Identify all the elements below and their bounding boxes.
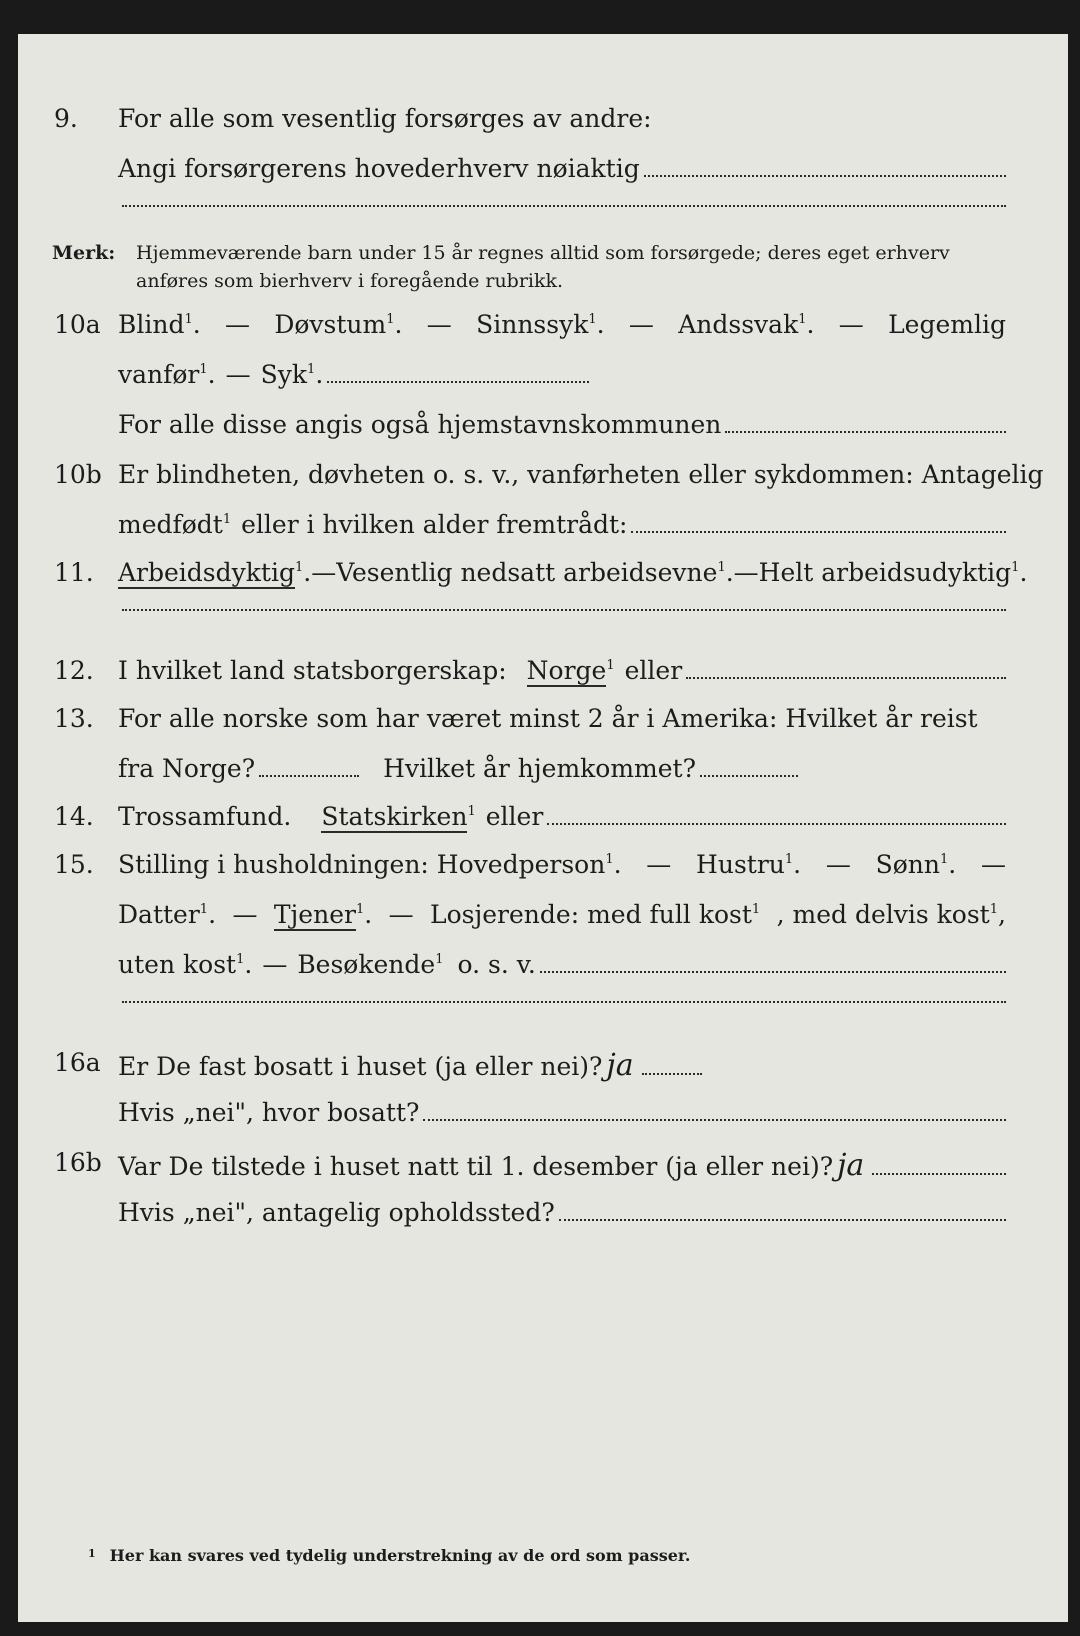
answer-field[interactable] <box>700 774 798 777</box>
dash: — <box>262 950 288 979</box>
handwritten-answer[interactable]: ja <box>606 1048 634 1083</box>
question-text: Var De tilstede i huset natt til 1. desember (ja eller nei)? <box>118 1152 834 1181</box>
question-text: eller <box>624 656 683 685</box>
question-number: 15. <box>54 850 94 879</box>
dash: — <box>733 558 759 587</box>
question-text: fra Norge? <box>118 754 256 783</box>
option[interactable]: vanfør$^1$. <box>118 360 216 389</box>
answer-field[interactable] <box>327 380 589 383</box>
option[interactable]: Sønn$^1$. <box>875 850 957 879</box>
option[interactable]: , med delvis kost$^1$, <box>776 900 1006 929</box>
question-number: 14. <box>54 802 94 831</box>
note-text: Hjemmeværende barn under 15 år regnes alltid som forsørgede; deres eget erhverv <box>136 242 950 264</box>
answer-field[interactable] <box>540 970 1006 973</box>
option[interactable]: Vesentlig nedsatt arbeidsevne$^1$. <box>336 558 734 587</box>
footnote-text: Her kan svares ved tydelig understrekning av de ord som passer. <box>109 1546 691 1565</box>
option[interactable]: Losjerende: med full kost$^1$ <box>430 900 761 929</box>
answer-field[interactable] <box>559 1218 1006 1221</box>
question-number: 9. <box>54 104 78 133</box>
question-text: For alle som vesentlig forsørges av andre: <box>118 104 652 133</box>
census-form-page <box>18 34 1068 1622</box>
answer-field[interactable] <box>725 430 1006 433</box>
note-text: anføres som bierhverv i foregående rubrikk. <box>136 270 564 292</box>
dash: — <box>646 850 672 879</box>
question-text: eller <box>485 802 544 831</box>
answer-field[interactable] <box>122 608 1006 611</box>
dash: — <box>825 850 851 879</box>
option[interactable]: Blind$^1$. <box>118 310 201 339</box>
question-number: 13. <box>54 704 94 733</box>
answer-field[interactable] <box>547 822 1006 825</box>
option[interactable]: Helt arbeidsudyktig$^1$. <box>758 558 1028 587</box>
question-text: For alle norske som har været minst 2 år i Amerika: Hvilket år reist <box>118 704 978 733</box>
option[interactable]: Legemlig <box>888 310 1006 339</box>
option[interactable]: Syk$^1$. <box>260 360 324 389</box>
option-selected[interactable]: Norge$^1$ <box>526 656 615 685</box>
answer-field[interactable] <box>423 1118 1006 1121</box>
dash: — <box>225 360 251 389</box>
dash: — <box>628 310 654 339</box>
question-text: I hvilket land statsborgerskap: <box>118 656 507 685</box>
answer-field[interactable] <box>642 1072 702 1075</box>
option[interactable]: Stilling i husholdningen: Hovedperson$^1$. <box>118 850 622 879</box>
question-text: Er De fast bosatt i huset (ja eller nei)? <box>118 1052 603 1081</box>
option-selected[interactable]: Tjener$^1$. <box>273 900 373 929</box>
dash: — <box>981 850 1006 879</box>
question-text: Er blindheten, døvheten o. s. v., vanførheten eller sykdommen: Antagelig <box>118 460 1044 489</box>
option-selected[interactable]: Arbeidsdyktig$^1$. <box>118 558 312 587</box>
option[interactable]: Datter$^1$. <box>118 900 217 929</box>
option[interactable]: Andssvak$^1$. <box>678 310 815 339</box>
question-text: o. s. v. <box>457 950 536 979</box>
question-number: 16a <box>54 1048 101 1077</box>
option[interactable]: Døvstum$^1$. <box>274 310 403 339</box>
answer-field[interactable] <box>872 1172 1006 1175</box>
footnote <box>88 1546 690 1565</box>
dash: — <box>838 310 864 339</box>
question-text: eller i hvilken alder fremtrådt: <box>241 510 628 539</box>
dash: — <box>225 310 251 339</box>
option-selected[interactable]: Statskirken$^1$ <box>321 802 476 831</box>
question-number: 10b <box>54 460 102 489</box>
option[interactable]: Besøkende$^1$ <box>297 950 444 979</box>
footnote-marker: 1 <box>88 1547 96 1560</box>
answer-field[interactable] <box>631 530 1006 533</box>
option[interactable]: Hustru$^1$. <box>696 850 802 879</box>
question-number: 11. <box>54 558 94 587</box>
question-number: 16b <box>54 1148 102 1177</box>
option[interactable]: medfødt$^1$ <box>118 510 232 539</box>
handwritten-answer[interactable]: ja <box>837 1148 865 1183</box>
answer-field[interactable] <box>259 774 359 777</box>
answer-field[interactable] <box>122 1000 1006 1003</box>
question-text: Hvis „nei", hvor bosatt? <box>118 1098 420 1127</box>
dash: — <box>311 558 337 587</box>
question-number: 12. <box>54 656 94 685</box>
answer-field[interactable] <box>644 174 1006 177</box>
dash: — <box>232 900 258 929</box>
question-number: 10a <box>54 310 101 339</box>
option[interactable]: uten kost$^1$. <box>118 950 253 979</box>
dash: — <box>388 900 414 929</box>
question-text: For alle disse angis også hjemstavnskommunen <box>118 410 722 439</box>
option[interactable]: Sinnssyk$^1$. <box>476 310 605 339</box>
question-text: Hvis „nei", antagelig opholdssted? <box>118 1198 555 1227</box>
answer-field[interactable] <box>686 676 1006 679</box>
note-label: Merk: <box>52 242 116 264</box>
question-text: Trossamfund. <box>118 802 292 831</box>
question-text: Angi forsørgerens hovederhverv nøiaktig <box>118 154 640 183</box>
dash: — <box>426 310 452 339</box>
question-text: Hvilket år hjemkommet? <box>383 754 697 783</box>
answer-field[interactable] <box>122 204 1006 207</box>
